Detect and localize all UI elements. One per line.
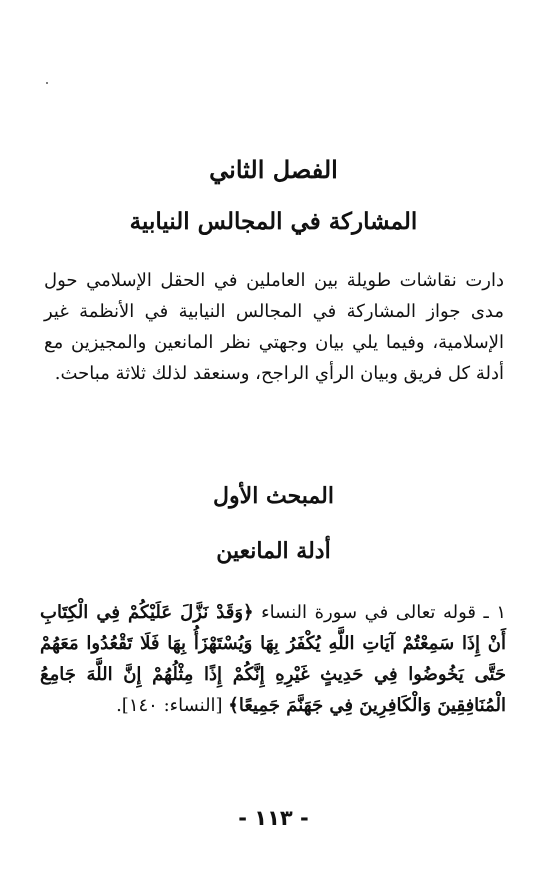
evidence-paragraph <box>40 597 506 721</box>
intro-paragraph: دارت نقاشات طويلة بين العاملين في الحقل الإسلامي حول مدى جواز المشاركة في المجالس النيابية في الأنظمة غير الإسلامية، وفيما يلي بيان وجهتي نظر المانعين والمجيزين مع أدلة كل فريق وبيان الرأي الراجح، وسنعقد لذلك ثلاثة مباحث. <box>44 270 504 384</box>
section-title: المشاركة في المجالس النيابية <box>129 208 418 235</box>
page-speck <box>46 82 48 84</box>
chapter-title: الفصل الثاني <box>209 155 338 184</box>
evidence-lead: ١ ـ قوله تعالى في سورة النساء <box>253 602 506 623</box>
topic-title: المبحث الأول <box>213 483 334 509</box>
topic-subtitle: أدلة المانعين <box>216 538 331 564</box>
quran-verse: ﴿وَقَدْ نَزَّلَ عَلَيْكُمْ فِي الْكِتَابِ أَنْ إِذَا سَمِعْتُمْ آيَاتِ اللَّهِ يُكْفَرُ بِهَا وَيُسْتَهْزَأُ بِهَا فَلَا تَقْعُدُوا مَعَهُمْ حَتَّى يَخُوضُوا فِي حَدِيثٍ غَيْرِهِ إِنَّكُمْ إِذًا مِثْلُهُمْ إِنَّ اللَّهَ جَامِعُ الْمُنَافِقِينَ وَالْكَافِرِينَ فِي جَهَنَّمَ جَمِيعًا﴾ <box>40 602 506 716</box>
verse-citation: [النساء: ١٤٠]. <box>116 695 229 716</box>
page-number: - ١١٣ - <box>238 806 309 830</box>
